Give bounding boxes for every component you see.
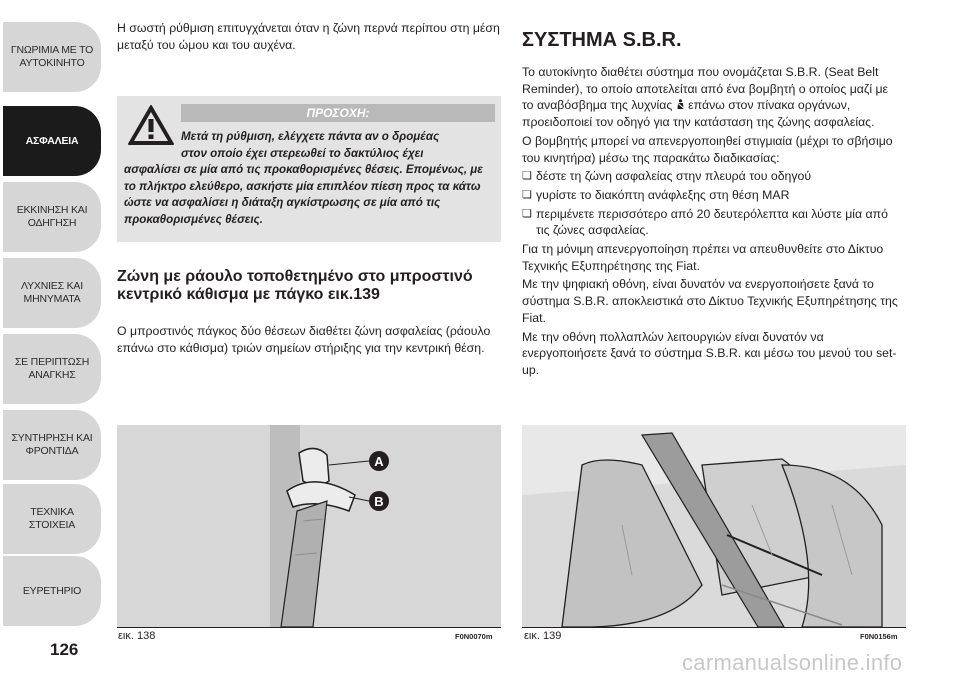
sbr-paragraph-3: Για τη μόνιμη απενεργοποίηση πρέπει να απευθυνθείτε στο Δίκτυο Τεχνικής Εξυπηρέτησης της Fiat. (522, 242, 884, 273)
label-a: A (374, 454, 384, 469)
label-b: B (374, 494, 384, 509)
tab-warning-lights[interactable]: ΛΥΧΝΙΕΣ ΚΑΙ ΜΗΝΥΜΑΤΑ (3, 258, 101, 328)
figure-138-caption: εικ. 138 (118, 630, 156, 642)
sbr-bullet-2: ❏ γυρίστε το διακόπτη ανάφλεξης στη θέση MAR (522, 187, 902, 204)
seatbelt-icon (676, 99, 685, 110)
sbr-bullet-1: ❏ δέστε τη ζώνη ασφαλείας στην πλευρά του οδηγού (522, 168, 902, 185)
tab-index[interactable]: ΕΥΡΕΤΗΡΙΟ (3, 556, 101, 626)
section-heading: Ζώνη με ράουλο τοποθετημένο στο μπροστινό κεντρικό κάθισμα με πάγκο εικ.139 (117, 268, 473, 303)
intro-paragraph: Η σωστή ρύθμιση επιτυγχάνεται όταν η ζώνη περνά περίπου στη μέση μεταξύ του ώμου και του αυχένα. (117, 21, 500, 52)
tab-starting-driving[interactable]: ΕΚΚΙΝΗΣΗ ΚΑΙ ΟΔΗΓΗΣΗ (3, 182, 101, 252)
figure-138-code: F0N0070m (455, 632, 493, 641)
sbr-title: ΣΥΣΤΗΜΑ S.B.R. (522, 29, 682, 51)
warning-line-1: Μετά τη ρύθμιση, ελέγχετε πάντα αν ο δρομέας (181, 130, 440, 143)
section-body: Ο μπροστινός πάγκος δύο θέσεων διαθέτει ζώνη ασφαλείας (ράουλο επάνω στο κάθισμα) τριών σημείων στήριξης για την κεντρική θέση. (117, 324, 491, 355)
warning-title: ΠΡΟΣΟΧΗ: (181, 104, 495, 122)
sbr-p1-part-a: Το αυτοκίνητο διαθέτει σύστημα που ονομάζεται S.B.R. (Seat Belt Reminder), το οποίο αποτελείται από ένα βομβητή ο οποίος μαζί με το αναβόσβημα της λυχνίας (522, 65, 889, 113)
warning-text (124, 129, 493, 228)
right-column (522, 28, 902, 381)
tab-technical-data[interactable]: ΤΕΧΝΙΚΑ ΣΤΟΙΧΕΙΑ (3, 484, 101, 554)
tab-emergency[interactable]: ΣΕ ΠΕΡΙΠΤΩΣΗ ΑΝΑΓΚΗΣ (3, 334, 101, 404)
tab-maintenance[interactable]: ΣΥΝΤΗΡΗΣΗ ΚΑΙ ΦΡΟΝΤΙΔΑ (3, 410, 101, 480)
warning-line-2: στον οποίο έχει στερεωθεί το δακτύλιος έχει (181, 146, 424, 160)
watermark: carmanualsonline.info (682, 650, 903, 675)
figure-139-code: F0N0156m (860, 632, 898, 641)
tab-safety[interactable]: ΑΣΦΑΛΕΙΑ (3, 106, 101, 176)
warning-box (117, 96, 501, 242)
page-number: 126 (50, 640, 79, 659)
figure-139-rule (522, 627, 906, 628)
sbr-paragraph-5: Με την οθόνη πολλαπλών λειτουργιών είναι δυνατόν να ενεργοποιήσετε ξανά το σύστημα S.B.R. και μέσω του μενού του set-up. (522, 329, 897, 377)
figure-139-image (522, 425, 906, 627)
figure-138-rule (117, 627, 501, 628)
figure-138-image (117, 425, 501, 627)
figure-139-caption: εικ. 139 (524, 630, 562, 642)
sbr-paragraph-1 (522, 64, 902, 131)
sbr-paragraph-2: Ο βομβητής μπορεί να απενεργοποιηθεί στιγμιαία (μέχρι το σβήσιμο του κινητήρα) μέσω της παρακάτω διαδικασίας: (522, 133, 893, 165)
sbr-p1-part-b: επάνω στον πίνακα οργάνων, προειδοποιεί τον οδηγό για την κατάσταση της ζώνης ασφαλείας. (522, 98, 875, 130)
warning-rest: ασφαλίσει σε μία από τις προκαθορισμένες θέσεις. Επομένως, με το πλήκτρο ελεύθερο, ασκήστε μία επιπλέον πίεση προς τα κάτω ώστε να ασφαλίσει η διάταξη αγκίστρωσης σε μία από τις προκαθορισμένες θέσεις. (124, 163, 483, 226)
left-intro (117, 20, 501, 54)
sbr-bullet-3: ❏ περιμένετε περισσότερο από 20 δευτερόλεπτα και λύστε μία από τις ζώνες ασφαλείας. (522, 206, 902, 239)
tab-introduction[interactable]: ΓΝΩΡΙΜΙΑ ΜΕ ΤΟ ΑΥΤΟΚΙΝΗΤΟ (3, 22, 101, 92)
sbr-paragraph-4: Με την ψηφιακή οθόνη, είναι δυνατόν να ενεργοποιήσετε ξανά το σύστημα S.B.R. αποκλειστικά στο Δίκτυο Τεχνικής Εξυπηρέτησης της Fiat. (522, 277, 898, 325)
